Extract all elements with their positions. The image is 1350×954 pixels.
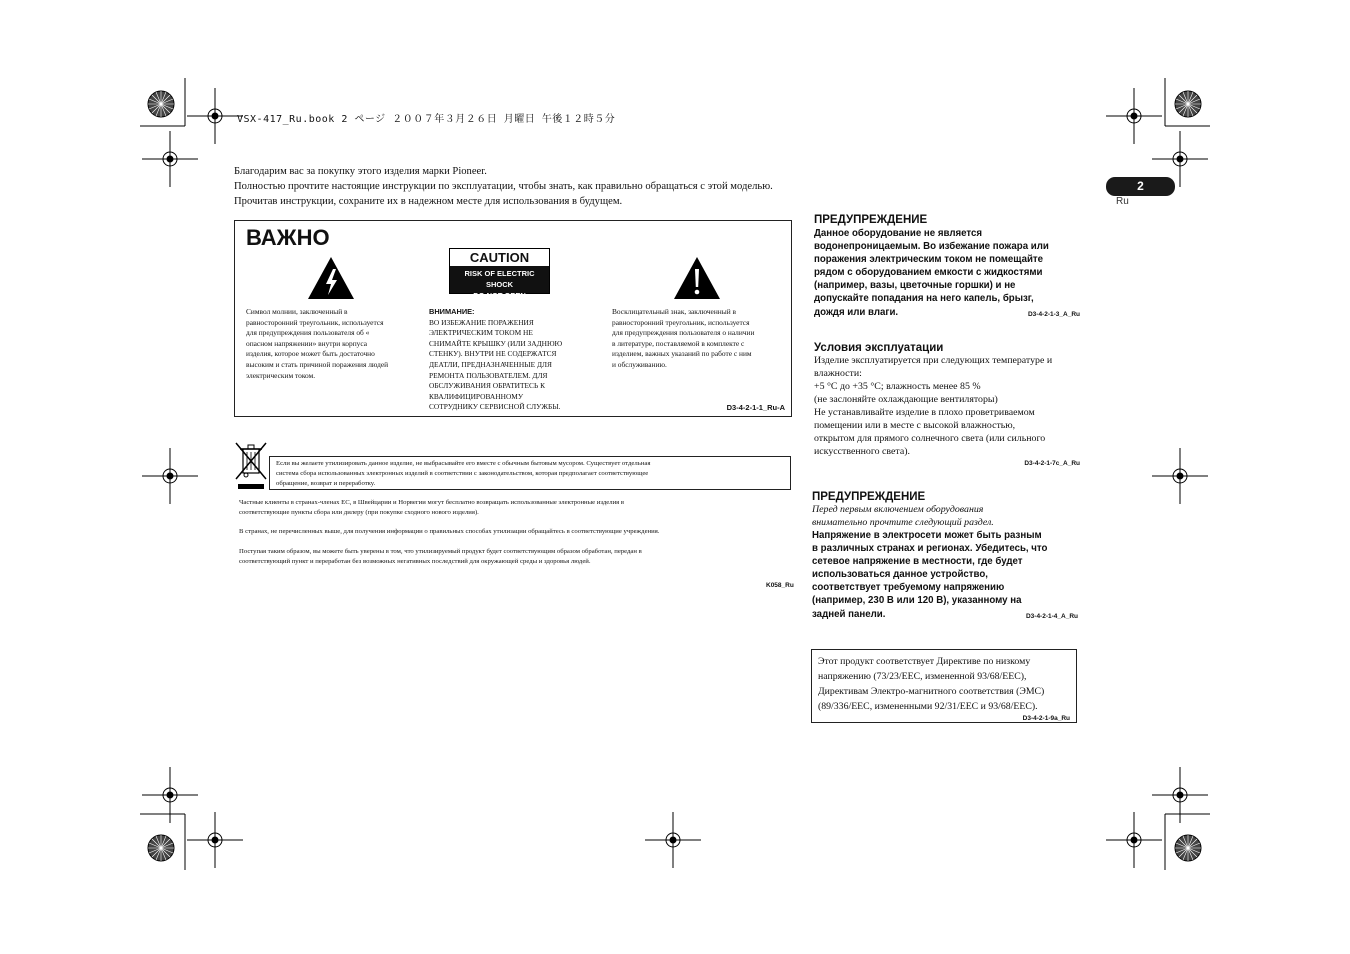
text-line: равносторонний треугольник, используется: [246, 317, 384, 327]
book-file-header: VSX-417_Ru.book 2 ページ ２００７年３月２６日 月曜日 午後１２時５分: [237, 114, 616, 125]
warning-voltage-section: [812, 491, 1080, 621]
text-line: (не заслоняйте охлаждающие вентиляторы): [814, 394, 998, 405]
text-line: использоваться данное устройство,: [812, 569, 988, 581]
text-line: ДЕАТЛИ, ПРЕДНАЗНАЧЕННЫЕ ДЛЯ: [429, 359, 552, 369]
weee-code: K058_Ru: [766, 582, 794, 589]
weee-paragraph-result: [239, 547, 792, 567]
text-line: поражения электрическим током не помещайте: [814, 254, 1044, 266]
text-line: открытом для прямого солнечного света (или сильного: [814, 433, 1046, 444]
operating-conditions-section: [814, 342, 1082, 467]
exclamation-warning-icon: [672, 255, 722, 301]
text-line: помещении или в месте с высокой влажностью,: [814, 420, 1016, 431]
text-line: внимательно прочтите следующий раздел.: [812, 517, 994, 528]
text-line: задней панели.: [812, 608, 886, 620]
text-line: и обслуживанию.: [612, 359, 667, 369]
caution-word: CAUTION: [469, 250, 530, 265]
text-line: (например, вазы, цветочные горшки) и не: [814, 280, 1016, 292]
text-line: равносторонний треугольник, используется: [612, 317, 750, 327]
text-line: СОТРУДНИКУ СЕРВИСНОЙ СЛУЖБЫ.: [429, 402, 561, 412]
text-line: рядом с оборудованием емкости с жидкостями: [814, 267, 1043, 279]
caution-risk-text: RISK OF ELECTRIC SHOCK: [464, 269, 535, 289]
page-language: Ru: [1116, 196, 1129, 207]
text-line: Изделие эксплуатируется при следующих температуре и: [814, 355, 1053, 366]
conditions-body: [814, 354, 1082, 458]
text-line: сетевое напряжение в местности, где будет: [812, 556, 1023, 568]
text-line: электрическим током.: [246, 370, 316, 380]
text-line: для предупреждения пользователя о наличии: [612, 328, 755, 338]
text-line: Перед первым включением оборудования: [812, 504, 984, 515]
warning-intro: [812, 503, 1080, 529]
text-line: Данное оборудование не является: [814, 228, 983, 239]
text-line: Напряжение в электросети может быть разным: [812, 530, 1042, 541]
text-line: система сбора использованных электронных изделий в соответствии с законодательством, которая предполагает соответствующее: [276, 469, 649, 477]
intro-text: [234, 164, 834, 209]
text-line: ВО ИЗБЕЖАНИЕ ПОРАЖЕНИЯ: [429, 317, 534, 327]
text-line: дождя или влаги.: [814, 306, 899, 318]
warning-code: D3-4-2-1-3_A_Ru: [1027, 310, 1080, 318]
text-line: РЕМОНТА ПОЛЬЗОВАТЕЛЕМ. ДЛЯ: [429, 370, 548, 380]
text-line: (например, 230 В или 120 В), указанному на: [812, 595, 1022, 607]
caution-do-not-open-text: DO NOT OPEN: [473, 291, 526, 300]
text-line: в различных странах и регионах. Убедитесь, что: [812, 543, 1048, 555]
directive-box: [811, 649, 1077, 723]
caution-warning-text: [429, 307, 599, 413]
text-line: обращение, возврат и переработку.: [276, 479, 376, 487]
caution-heading: ВНИМАНИЕ:: [429, 307, 475, 316]
conditions-title: Условия эксплуатации: [814, 342, 944, 354]
text-line: Символ молнии, заключенный в: [246, 307, 348, 316]
text-line: соответствует требуемому напряжению: [812, 582, 1005, 594]
text-line: Частные клиенты в странах-членах ЕС, в Швейцарии и Норвегии могут бесплатно возвращать использованные электронные изделия в: [239, 499, 625, 506]
text-line: СНИМАЙТЕ КРЫШКУ (ИЛИ ЗАДНЮЮ: [429, 338, 563, 348]
text-line: напряжению (73/23/EEC, измененной 93/68/EEC),: [818, 671, 1027, 682]
lightning-symbol-text: [246, 307, 426, 381]
important-code: D3-4-2-1-1_Ru-A: [726, 403, 785, 412]
warning-title: ПРЕДУПРЕЖДЕНИЕ: [814, 214, 928, 226]
warning-code: D3-4-2-1-4_A_Ru: [1025, 612, 1078, 620]
text-line: +5 °C до +35 °C; влажность менее 85 %: [814, 381, 981, 392]
weee-paragraph-other: [239, 527, 792, 537]
text-line: искусственного света).: [814, 446, 910, 457]
text-line: для предупреждения пользователя об «: [246, 328, 370, 338]
text-line: влажности:: [814, 368, 862, 379]
directive-code: D3-4-2-1-9a_Ru: [1022, 715, 1070, 722]
text-line: В странах, не перечисленных выше, для получения информации о правильных способах утилизации обращайтесь в соответствующие учреждения.: [239, 528, 660, 535]
intro-line: Прочитав инструкции, сохраните их в надежном месте для использования в будущем.: [234, 196, 623, 207]
text-line: Не устанавливайте изделие в плохо проветриваемом: [814, 407, 1035, 418]
text-line: ЭЛЕКТРИЧЕСКИМ ТОКОМ НЕ: [429, 328, 533, 338]
caution-label: [449, 248, 550, 300]
exclamation-symbol-text: [612, 307, 788, 371]
text-line: Поступая таким образом, вы можете быть уверены в том, что утилизируемый продукт будет соответствующим образом обработан, передан в: [239, 548, 642, 555]
text-line: высоким и стать причиной поражения людей: [246, 359, 389, 369]
text-line: водонепроницаемым. Во избежание пожара или: [814, 241, 1049, 253]
text-line: изделия, которое может быть достаточно: [246, 349, 375, 359]
page-number-tab: 2: [1106, 177, 1175, 196]
text-line: Этот продукт соответствует Директиве по низкому: [818, 656, 1031, 667]
weee-paragraph-eu: [239, 498, 792, 518]
conditions-code: D3-4-2-1-7c_A_Ru: [1024, 460, 1080, 467]
text-line: Если вы желаете утилизировать данное изделие, не выбрасывайте его вместе с обычным бытовым мусором. Существует отдельная: [276, 460, 651, 467]
intro-line: Благодарим вас за покупку этого изделия марки Pioneer.: [234, 166, 487, 177]
text-line: СТЕНКУ). ВНУТРИ НЕ СОДЕРЖАТСЯ: [429, 349, 557, 359]
intro-line: Полностью прочтите настоящие инструкции по эксплуатации, чтобы знать, как правильно обращаться с этой моделью.: [234, 181, 773, 192]
text-line: Директивам Электро-магнитного соответствия (ЭМС): [818, 686, 1045, 697]
warning-water-section: [814, 214, 1082, 319]
warning-body: [814, 227, 1082, 319]
text-line: Восклицательный знак, заключенный в: [612, 307, 736, 316]
text-line: в литературе, поставляемой в комплекте с: [612, 338, 745, 348]
text-line: соответствующие пункты сбора или дилеру (при покупке сходного нового изделия).: [239, 508, 479, 516]
caution-subtext: [450, 266, 549, 300]
lightning-warning-icon: [306, 255, 356, 301]
important-box: [234, 220, 792, 417]
weee-disposal-box: [269, 456, 791, 490]
important-title: ВАЖНО: [246, 225, 330, 250]
text-line: (89/336/EEC, измененными 92/31/EEC и 93/68/EEC).: [818, 701, 1038, 712]
text-line: допускайте попадания на него капель, брызг,: [814, 293, 1034, 305]
warning-title: ПРЕДУПРЕЖДЕНИЕ: [812, 491, 926, 503]
text-line: соответствующий пункт и переработан без возможных негативных последствий для окружающей среды и здоровья людей.: [239, 557, 591, 565]
crossed-bin-icon: [234, 441, 268, 491]
text-line: опасном напряжении» внутри корпуса: [246, 338, 367, 348]
text-line: изделием, важных указаний по работе с ним: [612, 349, 752, 359]
text-line: КВАЛИФИЦИРОВАННОМУ: [429, 391, 524, 401]
text-line: ОБСЛУЖИВАНИЯ ОБРАТИТЕСЬ К: [429, 381, 545, 391]
warning-body: [812, 529, 1080, 621]
